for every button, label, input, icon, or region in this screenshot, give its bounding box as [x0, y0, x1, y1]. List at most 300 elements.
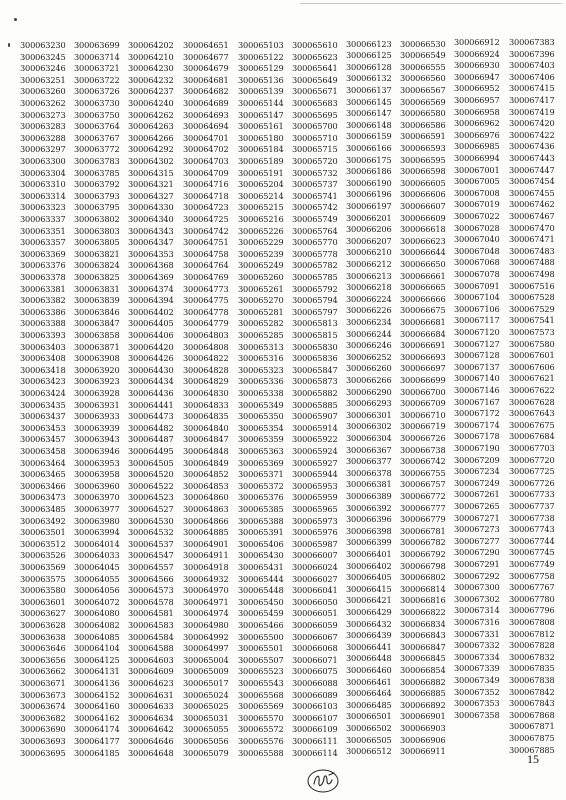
- number-cell: 300067316: [454, 617, 500, 627]
- number-cell: 300066429: [346, 606, 392, 617]
- signature-mark: [305, 766, 341, 794]
- number-cell: 300066290: [346, 386, 392, 397]
- number-cell: 300063245: [20, 51, 66, 62]
- number-cell: 300064677: [183, 51, 229, 62]
- number-grid: [20, 37, 555, 758]
- number-cell: 300066051: [292, 608, 338, 619]
- number-cell: 300067758: [509, 570, 555, 581]
- number-cell: 300066071: [292, 654, 338, 665]
- number-cell: 300067443: [509, 153, 555, 163]
- number-cell: 300064974: [183, 608, 229, 619]
- number-cell: 300066109: [292, 724, 338, 735]
- number-cell: 300064775: [183, 295, 229, 306]
- number-cell: 300063994: [74, 527, 120, 538]
- scan-speck: [14, 18, 17, 21]
- number-cell: 300063418: [20, 364, 66, 375]
- number-cell: 300063485: [20, 504, 66, 514]
- number-cell: 300065749: [292, 214, 338, 224]
- number-cell: 300063767: [74, 132, 120, 143]
- number-cell: 300066958: [454, 106, 500, 117]
- number-cell: 300064266: [128, 132, 174, 143]
- number-cell: 300064434: [128, 376, 174, 387]
- number-cell: 300067628: [509, 396, 555, 407]
- number-cell: 300063628: [20, 620, 66, 630]
- number-cell: 300064315: [128, 167, 174, 178]
- number-cell: 300064537: [128, 538, 174, 549]
- number-cell: 300064085: [74, 631, 120, 642]
- number-cell: 300063908: [74, 353, 120, 364]
- number-cell: 300067828: [509, 640, 555, 651]
- number-cell: 300065742: [292, 202, 338, 213]
- number-cell: 300066132: [346, 73, 392, 84]
- number-cell: 300064623: [128, 678, 174, 688]
- number-cell: 300063569: [20, 562, 66, 572]
- number-cell: 300064162: [74, 712, 120, 723]
- number-cell: 300063871: [74, 341, 120, 352]
- number-cell: 300064520: [128, 469, 174, 480]
- number-cell: 300064125: [74, 654, 120, 665]
- number-cell: 300065144: [238, 98, 284, 108]
- number-cell: 300064694: [183, 121, 229, 132]
- number-cell: 300064394: [128, 295, 174, 306]
- number-cell: 300066593: [400, 142, 446, 153]
- number-cell: 300064369: [128, 272, 174, 282]
- number-cell: 300067106: [454, 303, 500, 314]
- number-cell: 300067471: [509, 234, 555, 245]
- number-cell: 300063858: [74, 330, 120, 340]
- number-cell: 300066485: [346, 699, 392, 710]
- number-cell: 300067190: [454, 443, 500, 453]
- number-cell: 300066912: [454, 37, 500, 47]
- number-cell: 300067488: [509, 257, 555, 268]
- number-cell: 300066213: [346, 270, 392, 281]
- number-cell: 300063785: [74, 167, 120, 178]
- number-cell: 300064177: [74, 736, 120, 746]
- number-cell: 300064808: [183, 341, 229, 352]
- number-cell: 300066952: [454, 83, 500, 94]
- number-cell: 300065214: [238, 190, 284, 201]
- number-cell: 300066439: [346, 630, 392, 641]
- number-cell: 300066710: [400, 409, 446, 420]
- number-cell: 300067292: [454, 570, 500, 581]
- number-cell: 300066304: [346, 432, 392, 443]
- number-cell: 300067005: [454, 176, 500, 187]
- number-cell: 300065830: [292, 341, 338, 352]
- number-cell: 300067178: [454, 431, 500, 442]
- number-cell: 300067358: [454, 709, 500, 720]
- number-cell: 300066947: [454, 71, 500, 82]
- number-cell: 300063435: [20, 399, 66, 410]
- number-cell: 300064849: [183, 457, 229, 468]
- number-cell: 300066190: [346, 177, 392, 188]
- number-cell: 300067436: [509, 141, 555, 152]
- number-cell: 300066802: [400, 572, 446, 583]
- number-cell: 300067406: [509, 71, 555, 82]
- number-cell: 300065641: [292, 63, 338, 74]
- number-cell: 300063750: [74, 109, 120, 120]
- number-cell: 300066210: [346, 247, 392, 258]
- number-cell: 300066252: [346, 351, 392, 362]
- number-cell: 300067835: [509, 663, 555, 674]
- number-cell: 300063283: [20, 121, 66, 132]
- number-cell: 300065507: [238, 654, 284, 665]
- number-cell: 300063601: [20, 596, 66, 607]
- number-cell: 300063393: [20, 330, 66, 340]
- number-cell: 300066700: [400, 386, 446, 397]
- number-cell: 300063288: [20, 132, 66, 143]
- number-cell: 300064330: [128, 202, 174, 213]
- number-cell: 300065836: [292, 353, 338, 364]
- number-cell: 300065741: [292, 190, 338, 201]
- number-cell: 300067415: [509, 83, 555, 94]
- number-cell: 300064646: [128, 736, 174, 746]
- number-cell: 300065588: [238, 747, 284, 758]
- number-cell: 300065261: [238, 283, 284, 294]
- number-cell: 300066957: [454, 95, 500, 105]
- number-cell: 300063821: [74, 248, 120, 259]
- number-cell: 300065282: [238, 318, 284, 329]
- number-cell: 300065103: [238, 40, 284, 50]
- number-cell: 300064584: [128, 631, 174, 642]
- number-cell: 300064056: [74, 585, 120, 596]
- number-cell: 300066847: [400, 641, 446, 652]
- number-cell: 300064353: [128, 248, 174, 259]
- number-cell: 300066726: [400, 432, 446, 443]
- number-cell: 300063492: [20, 515, 66, 526]
- number-cell: 300066226: [346, 305, 392, 316]
- number-cell: 300065336: [238, 376, 284, 387]
- number-cell: 300064742: [183, 225, 229, 236]
- number-cell: 300064583: [128, 620, 174, 630]
- number-cell: 300064530: [128, 515, 174, 526]
- number-cell: 300067419: [509, 106, 555, 117]
- number-cell: 300064405: [128, 318, 174, 329]
- number-cell: 300064430: [128, 364, 174, 375]
- number-cell: 300064725: [183, 214, 229, 224]
- number-cell: 300066024: [292, 562, 338, 572]
- number-cell: 300063382: [20, 295, 66, 306]
- number-cell: 300064033: [74, 550, 120, 561]
- number-cell: 300067675: [509, 419, 555, 430]
- number-cell: 300063671: [20, 678, 66, 688]
- number-cell: 300064505: [128, 457, 174, 468]
- number-cell: 300063674: [20, 701, 66, 712]
- number-cell: 300066845: [400, 653, 446, 664]
- number-cell: 300063381: [20, 283, 66, 294]
- number-cell: 300065406: [238, 538, 284, 549]
- number-cell: 300066103: [292, 701, 338, 712]
- number-cell: 300066605: [400, 177, 446, 188]
- number-cell: 300067868: [509, 709, 555, 720]
- number-cell: 300066107: [292, 712, 338, 723]
- number-cell: 300064482: [128, 422, 174, 433]
- number-cell: 300067140: [454, 373, 500, 384]
- number-cell: 300067334: [454, 651, 500, 662]
- number-cell: 300066421: [346, 595, 392, 606]
- number-cell: 300064347: [128, 237, 174, 248]
- number-cell: 300063943: [74, 434, 120, 445]
- number-cell: 300064202: [128, 40, 174, 50]
- number-cell: 300065450: [238, 596, 284, 607]
- number-cell: 300067726: [509, 477, 555, 488]
- number-cell: 300067048: [454, 245, 500, 256]
- number-cell: 300064522: [128, 480, 174, 491]
- number-cell: 300064406: [128, 330, 174, 340]
- number-cell: 300067019: [454, 199, 500, 210]
- number-cell: 300066224: [346, 293, 392, 304]
- number-cell: 300065770: [292, 237, 338, 248]
- number-cell: 300067352: [454, 686, 500, 697]
- number-cell: 300065610: [292, 40, 338, 50]
- number-cell: 300067580: [509, 338, 555, 349]
- number-cell: 300063795: [74, 202, 120, 213]
- number-cell: 300066962: [454, 118, 500, 129]
- number-cell: 300066779: [400, 514, 446, 525]
- number-cell: 300063458: [20, 446, 66, 456]
- number-cell: 300063575: [20, 573, 66, 584]
- number-cell: 300066415: [346, 583, 392, 594]
- number-cell: 300063437: [20, 411, 66, 422]
- number-cell: 300063714: [74, 51, 120, 62]
- number-cell: 300067022: [454, 211, 500, 221]
- number-cell: 300064829: [183, 376, 229, 387]
- number-cell: 300065459: [238, 608, 284, 619]
- number-cell: 300063953: [74, 457, 120, 468]
- number-cell: 300063793: [74, 190, 120, 201]
- number-cell: 300066693: [400, 351, 446, 362]
- number-cell: 300064911: [183, 550, 229, 561]
- number-cell: 300065965: [292, 504, 338, 514]
- number-cell: 300066580: [400, 108, 446, 119]
- number-cell: 300065466: [238, 620, 284, 630]
- number-cell: 300064853: [183, 480, 229, 491]
- number-cell: 300063465: [20, 469, 66, 480]
- number-cell: 300067447: [509, 164, 555, 175]
- number-cell: 300063337: [20, 214, 66, 224]
- number-cell: 300066128: [346, 61, 392, 72]
- number-cell: 300063783: [74, 156, 120, 166]
- number-cell: 300064840: [183, 422, 229, 433]
- number-cell: 300067127: [454, 338, 500, 349]
- number-cell: 300063638: [20, 631, 66, 642]
- number-cell: 300064527: [128, 504, 174, 514]
- number-cell: 300066114: [292, 747, 338, 758]
- number-cell: 300067271: [454, 512, 500, 523]
- number-cell: 300065543: [238, 678, 284, 688]
- number-cell: 300065009: [183, 666, 229, 677]
- number-cell: 300063662: [20, 666, 66, 677]
- number-cell: 300063300: [20, 156, 66, 166]
- number-cell: 300065388: [238, 515, 284, 526]
- number-cell: 300067516: [509, 280, 555, 291]
- number-cell: 300067314: [454, 605, 500, 616]
- number-cell: 300067339: [454, 663, 500, 674]
- number-cell: 300063977: [74, 504, 120, 514]
- number-cell: 300063693: [20, 736, 66, 746]
- number-cell: 300066699: [400, 374, 446, 385]
- number-cell: 300065764: [292, 225, 338, 236]
- number-cell: 300066148: [346, 119, 392, 130]
- number-cell: 300066697: [400, 363, 446, 374]
- number-cell: 300064581: [128, 608, 174, 619]
- number-cell: 300065715: [292, 144, 338, 155]
- number-cell: 300066681: [400, 316, 446, 327]
- number-cell: 300065623: [292, 51, 338, 62]
- number-cell: 300066196: [346, 189, 392, 200]
- number-cell: 300063246: [20, 63, 66, 74]
- number-cell: 300065147: [238, 109, 284, 120]
- number-cell: 300065695: [292, 109, 338, 120]
- number-cell: 300067068: [454, 257, 500, 268]
- number-cell: 300064778: [183, 306, 229, 317]
- number-cell: 300066234: [346, 316, 392, 327]
- number-cell: 300066206: [346, 224, 392, 235]
- number-cell: 300067146: [454, 385, 500, 395]
- number-cell: 300065922: [292, 434, 338, 445]
- number-cell: 300067606: [509, 361, 555, 372]
- number-cell: 300064045: [74, 562, 120, 572]
- number-cell: 300065815: [292, 330, 338, 340]
- number-cell: 300064368: [128, 260, 174, 271]
- number-cell: 300063466: [20, 480, 66, 491]
- number-cell: 300063388: [20, 318, 66, 329]
- number-cell: 300067470: [509, 222, 555, 233]
- number-cell: 300067277: [454, 535, 500, 546]
- number-cell: 300066059: [292, 620, 338, 630]
- number-cell: 300066757: [400, 479, 446, 490]
- number-cell: 300066201: [346, 212, 392, 223]
- number-cell: 300066145: [346, 96, 392, 107]
- number-cell: 300065017: [183, 678, 229, 688]
- number-cell: 300063839: [74, 295, 120, 306]
- number-cell: 300064769: [183, 272, 229, 282]
- number-cell: 300064709: [183, 167, 229, 178]
- number-cell: 300066777: [400, 502, 446, 513]
- number-cell: 300065024: [183, 689, 229, 700]
- number-cell: 300063673: [20, 689, 66, 700]
- number-cell: 300065184: [238, 144, 284, 155]
- number-cell: 300066822: [400, 606, 446, 617]
- number-cell: 300065056: [183, 736, 229, 746]
- number-cell: 300067498: [509, 269, 555, 279]
- number-cell: 300067467: [509, 211, 555, 221]
- number-cell: 300063958: [74, 469, 120, 480]
- number-cell: 300065987: [292, 538, 338, 549]
- number-cell: 300066555: [400, 61, 446, 72]
- number-cell: 300064566: [128, 573, 174, 584]
- number-cell: 300066738: [400, 444, 446, 455]
- number-cell: 300067128: [454, 350, 500, 361]
- number-cell: 300064847: [183, 434, 229, 445]
- number-cell: 300063772: [74, 144, 120, 155]
- number-cell: 300067744: [509, 535, 555, 546]
- number-cell: 300066260: [346, 363, 392, 374]
- number-cell: 300064082: [74, 620, 120, 630]
- number-cell: 300066197: [346, 200, 392, 211]
- number-cell: 300064237: [128, 86, 174, 97]
- number-cell: 300064860: [183, 492, 229, 503]
- number-cell: 300066994: [454, 153, 500, 163]
- number-cell: 300066147: [346, 108, 392, 119]
- number-cell: 300066843: [400, 630, 446, 641]
- number-cell: 300065385: [238, 504, 284, 514]
- number-cell: 300066088: [292, 678, 338, 688]
- number-cell: 300066684: [400, 328, 446, 339]
- number-cell: 300065813: [292, 318, 338, 329]
- number-cell: 300064751: [183, 237, 229, 248]
- number-cell: 300067249: [454, 477, 500, 488]
- number-cell: 300065953: [292, 480, 338, 491]
- number-cell: 300066903: [400, 722, 446, 733]
- number-cell: 300066567: [400, 84, 446, 95]
- number-cell: 300063323: [20, 202, 66, 213]
- number-cell: 300067743: [509, 524, 555, 535]
- number-cell: 300067745: [509, 547, 555, 558]
- number-cell: 300065079: [183, 747, 229, 758]
- number-cell: 300066027: [292, 573, 338, 584]
- number-cell: 300065448: [238, 585, 284, 596]
- number-cell: 300066618: [400, 224, 446, 235]
- number-cell: 300063357: [20, 237, 66, 248]
- number-cell: 300066186: [346, 166, 392, 177]
- number-cell: 300063260: [20, 86, 66, 97]
- number-cell: 300067622: [509, 385, 555, 395]
- number-cell: 300065363: [238, 446, 284, 456]
- number-cell: 300065523: [238, 666, 284, 677]
- number-cell: 300067091: [454, 280, 500, 291]
- number-cell: 300067420: [509, 118, 555, 129]
- number-cell: 300063473: [20, 492, 66, 503]
- number-cell: 300063378: [20, 272, 66, 282]
- number-cell: 300065189: [238, 156, 284, 166]
- number-cell: 300064773: [183, 283, 229, 294]
- number-cell: 300064980: [183, 620, 229, 630]
- number-cell: 300066709: [400, 398, 446, 409]
- number-cell: 300067529: [509, 303, 555, 314]
- number-cell: 300064232: [128, 74, 174, 85]
- number-cell: 300064609: [128, 666, 174, 677]
- number-cell: 300067573: [509, 327, 555, 337]
- scan-speck: [8, 43, 10, 47]
- number-cell: 300063920: [74, 364, 120, 375]
- number-cell: 300066089: [292, 689, 338, 700]
- number-cell: 300064080: [74, 608, 120, 619]
- number-cell: 300066814: [400, 583, 446, 594]
- number-cell: 300064343: [128, 225, 174, 236]
- number-cell: 300066405: [346, 572, 392, 583]
- number-cell: 300067383: [509, 37, 555, 47]
- number-cell: 300067601: [509, 350, 555, 361]
- number-cell: 300066591: [400, 131, 446, 142]
- number-cell: 300066266: [346, 374, 392, 385]
- number-cell: 300066301: [346, 409, 392, 420]
- number-cell: 300064693: [183, 109, 229, 120]
- number-cell: 300065249: [238, 260, 284, 271]
- number-cell: 300066159: [346, 131, 392, 142]
- number-cell: 300064340: [128, 214, 174, 224]
- number-cell: 300064970: [183, 585, 229, 596]
- number-cell: 300065270: [238, 295, 284, 306]
- number-cell: 300063369: [20, 248, 66, 259]
- number-cell: 300067137: [454, 361, 500, 372]
- number-cell: 300066598: [400, 166, 446, 177]
- number-cell: 300065444: [238, 573, 284, 584]
- number-cell: 300067454: [509, 176, 555, 187]
- number-cell: 300063464: [20, 457, 66, 468]
- number-cell: 300066906: [400, 734, 446, 745]
- number-cell: 300065031: [183, 712, 229, 723]
- number-cell: 300066911: [400, 746, 446, 757]
